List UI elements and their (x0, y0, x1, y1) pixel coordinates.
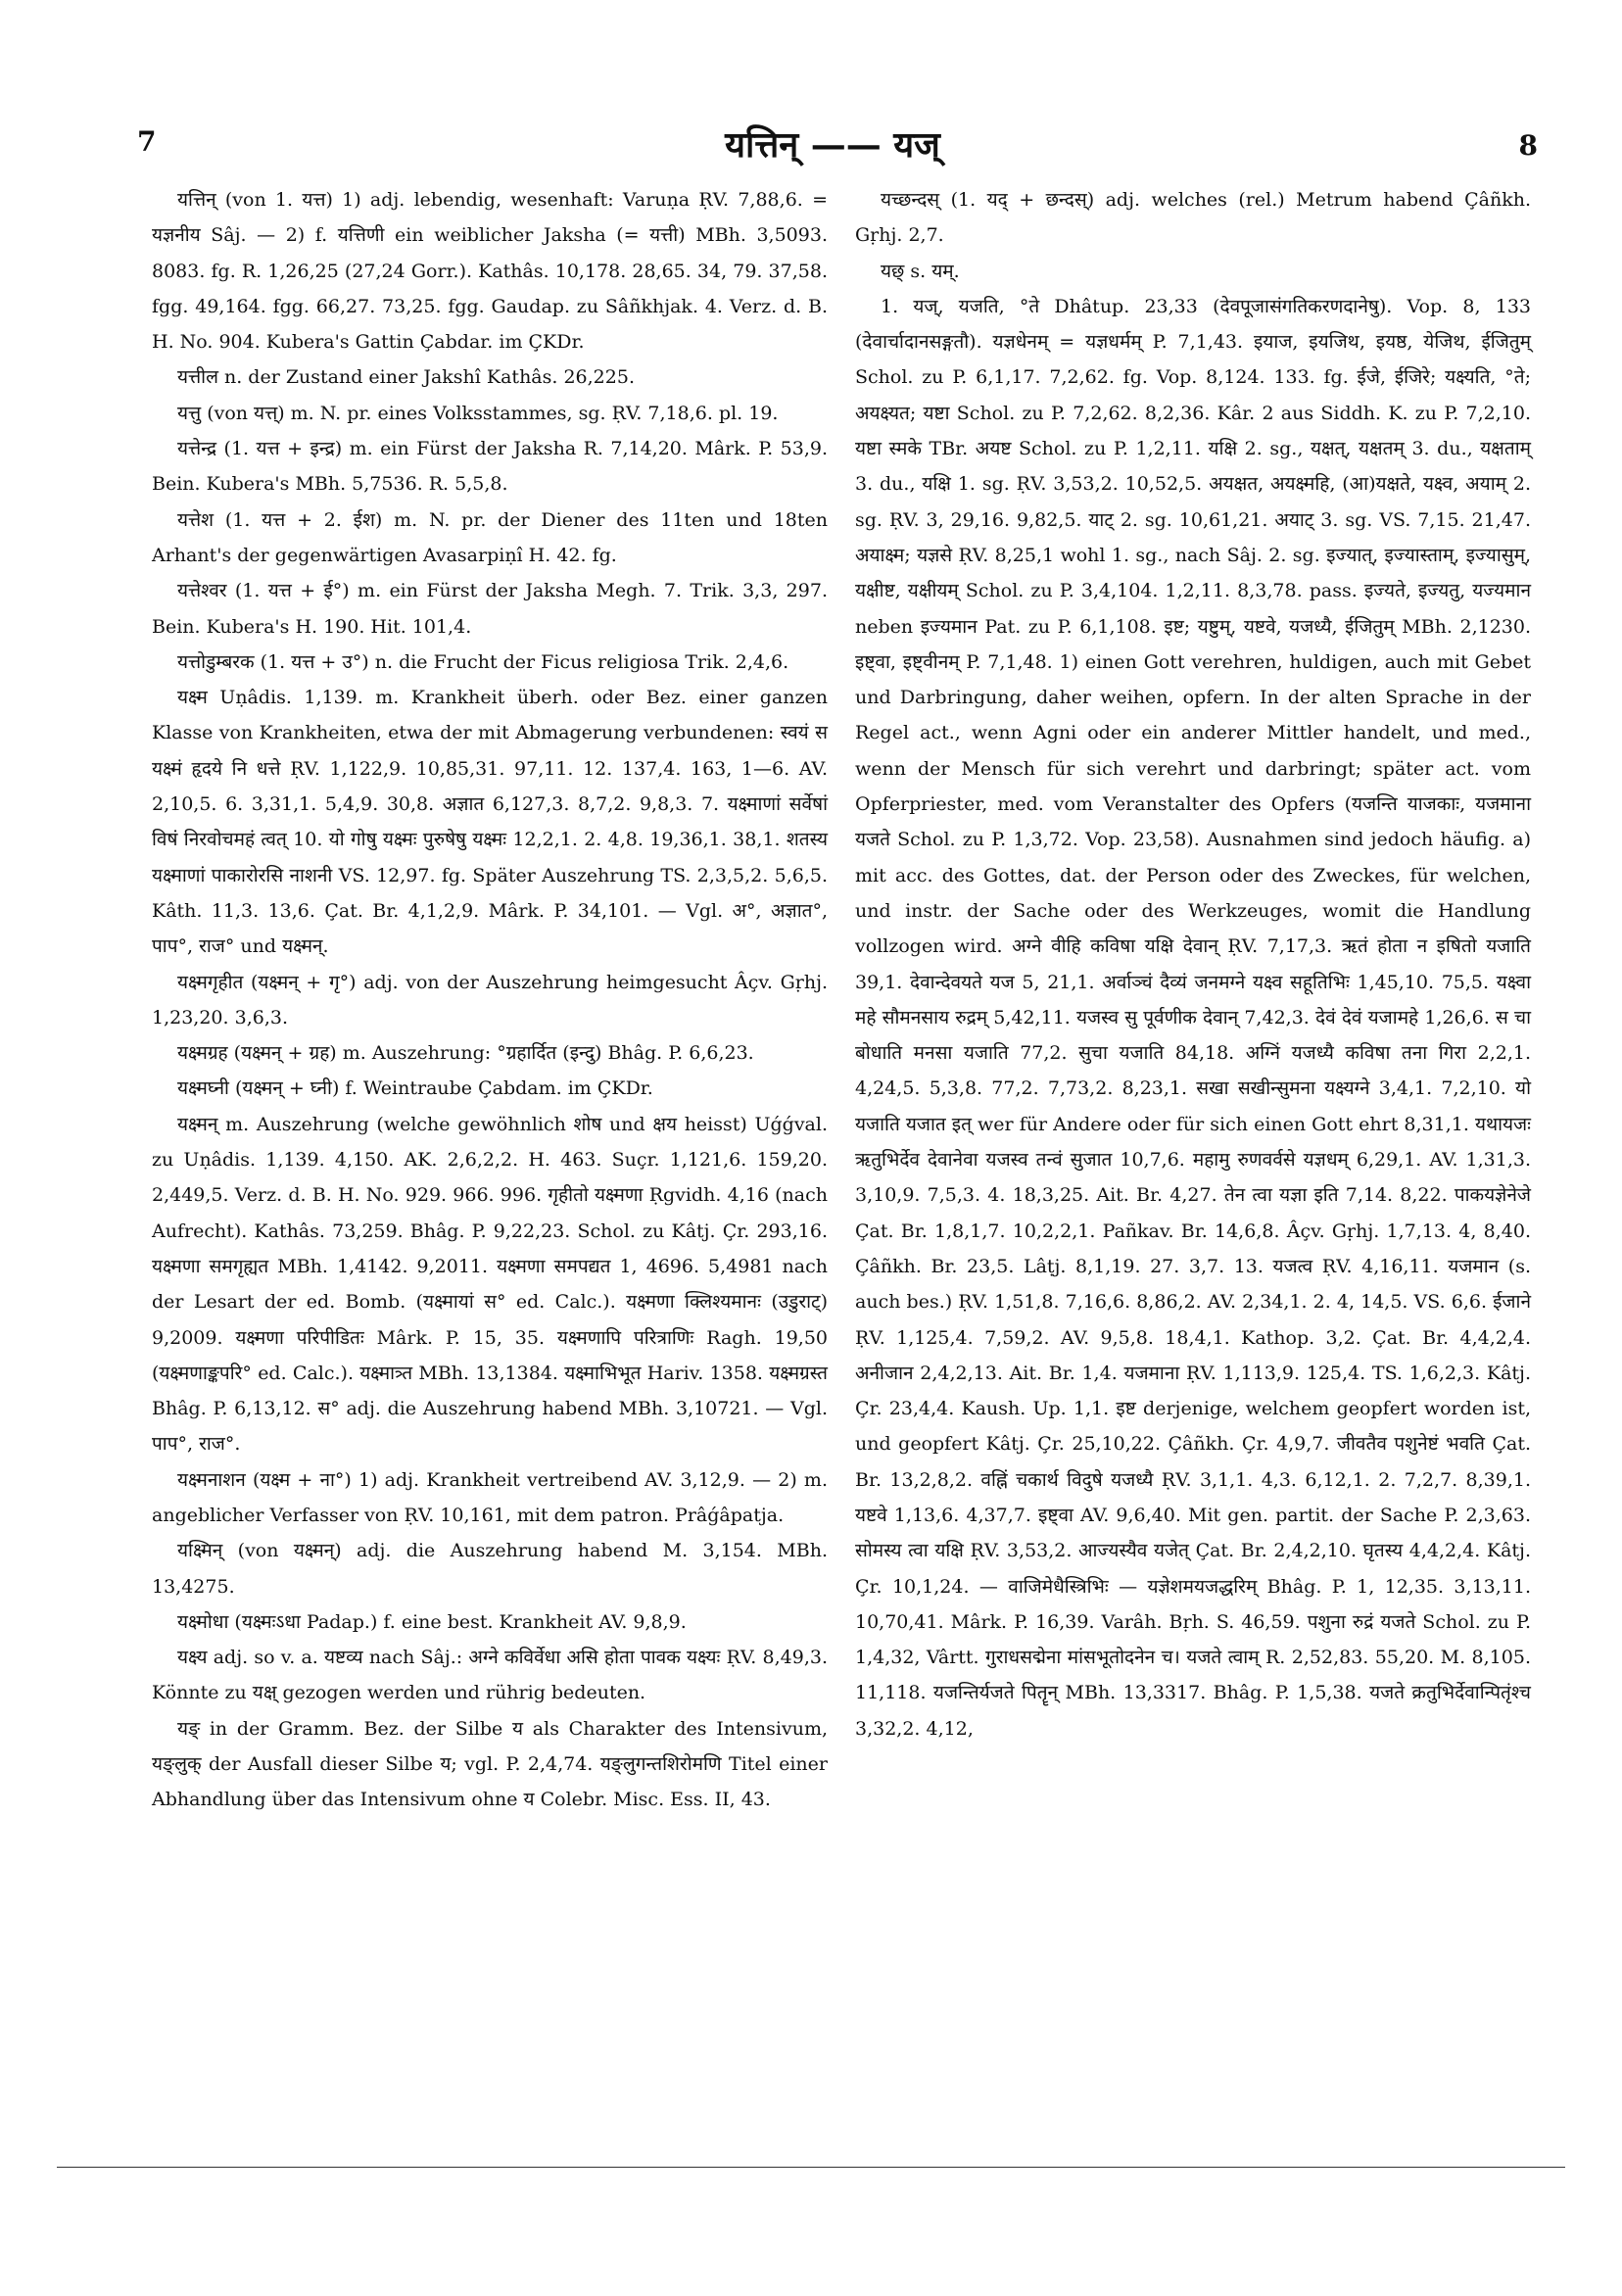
page-number-right: 8 (1518, 129, 1538, 162)
dictionary-entry: यत्तु (von यत्त्) m. N. pr. eines Volksstammes, sg. ṚV. 7,18,6. pl. 19. (177, 402, 779, 424)
right-column (855, 182, 1531, 1746)
dictionary-entry: यत्तिन् (von 1. यत्त) 1) adj. lebendig, wesenhaft: Varuṇa ṚV. 7,88,6. = यज्ञनीय Sâj. — 2) f. यत्तिणी ein weiblicher Jaksha (= यत्ती) MBh. 3,5093. 8083. fg. R. 1,26,25 (27,24 Gorr.). Kathâs. 10,178. 28,65. 34, 79. 37,58. fgg. 49,164. fgg. 66,27. 73,25. fgg. Gaudap. zu Sâñkhjak. 4. Verz. d. B. H. No. 904. Kubera's Gattin Çabdar. im ÇKDr. (152, 189, 828, 354)
dictionary-entry: 1. यज्, यजति, °ते Dhâtup. 23,33 (देवपूजासंगतिकरणदानेषु). Vop. 8, 133 (देवार्चादानसङ्गतौ). यज्ञधेनम् = यज्ञधर्मम् P. 7,1,43. इयाज, इयजिथ, इयष्ठ, येजिथ, ईजितुम् Schol. zu P. 6,1,17. 7,2,62. fg. Vop. 8,124. 133. fg. ईजे, ईजिरे; यक्ष्यति, °ते; अयक्ष्यत; यष्टा Schol. zu P. 7,2,62. 8,2,36. Kâr. 2 aus Siddh. K. zu P. 7,2,10. यष्टा स्मके TBr. अयष्ट Schol. zu P. 1,2,11. यक्षि 2. sg., यक्षत्, यक्षतम् 3. du., यक्षताम् 3. du., यक्षि 1. sg. ṚV. 3,53,2. 10,52,5. अयक्षत, अयक्ष्महि, (आ)यक्षते, यक्ष्व, अयाम् 2. sg. ṚV. 3, 29,16. 9,82,5. याट् 2. sg. 10,61,21. अयाट् 3. sg. VS. 7,15. 21,47. अयाक्ष्म; यज्ञसे ṚV. 8,25,1 wohl 1. sg., nach Sâj. 2. sg. इज्यात्, इज्यास्ताम्, इज्यासुम्, यक्षीष्ट, यक्षीयम् Schol. zu P. 3,4,104. 1,2,11. 8,3,78. pass. इज्यते, इज्यतु, यज्यमान neben इज्यमान Pat. zu P. 6,1,108. इष्ट; यष्टुम्, यष्टवे, यजध्यै, ईजितुम् MBh. 2,1230. इष्ट्वा, इष्ट्वीनम् P. 7,1,48. 1) einen Gott verehren, huldigen, auch mit Gebet und Darbringung, daher weihen, opfern. In der alten Sprache in der Regel act., wenn Agni oder ein anderer Mittler handelt, und med., wenn der Mensch für sich verehrt und darbringt; später act. vom Opferpriester, med. vom Veranstalter des Opfers (यजन्ति याजकाः, यजमाना यजते Schol. zu P. 1,3,72. Vop. 23,58). Ausnahmen sind jedoch häufig. a) mit acc. des Gottes, dat. der Person oder des Zweckes, für welchen, und instr. der Sache oder des Werkzeuges, womit die Handlung vollzogen wird. अग्ने वीहि कविषा यक्षि देवान् ṚV. 7,17,3. ऋतं होता न इषितो यजाति 39,1. देवान्देवयते यज 5, 21,1. अर्वाञ्चं दैव्यं जनमग्ने यक्ष्व सहूतिभिः 1,45,10. 75,5. यक्ष्वा महे सौमनसाय रुद्रम् 5,42,11. यजस्व सु पूर्वणीक देवान् 7,42,3. देवं देवं यजामहे 1,26,6. स चा बोधाति मनसा यजाति 77,2. सुचा यजाति 84,18. अग्निं यजध्यै कविषा तना गिरा 2,2,1. 4,24,5. 5,3,8. 77,2. 7,73,2. 8,23,1. सखा सखीन्सुमना यक्ष्यग्ने 3,4,1. 7,2,10. यो यजाति यजात इत् wer für Andere oder für sich einen Gott ehrt 8,31,1. यथायजः ऋतुभिर्देव देवानेवा यजस्व तन्वं सुजात 10,7,6. महामु रुणवर्वसे यज्ञधम् 6,29,1. AV. 1,31,3. 3,10,9. 7,5,3. 4. 18,3,25. Ait. Br. 4,27. तेन त्वा यज्ञा इति 7,14. 8,22. पाकयज्ञेनेजे Çat. Br. 1,8,1,7. 10,2,2,1. Pañkav. Br. 14,6,8. Âçv. Gṛhj. 1,7,13. 4, 8,40. Çâñkh. Br. 23,5. Lâṭj. 8,1,19. 27. 3,7. 13. यजत्व ṚV. 4,16,11. यजमान (s. auch bes.) ṚV. 1,51,8. 7,16,6. 8,86,2. AV. 2,34,1. 2. 4, 14,5. VS. 6,6. ईजाने ṚV. 1,125,4. 7,59,2. AV. 9,5,8. 18,4,1. Kathop. 3,2. Çat. Br. 4,4,2,4. अनीजान 2,4,2,13. Ait. Br. 1,4. यजमाना ṚV. 1,113,9. 125,4. TS. 1,6,2,3. Kâtj. Çr. 23,4,4. Kaush. Up. 1,1. इष्ट derjenige, welchem geopfert worden ist, und geopfert Kâtj. Çr. 25,10,22. Çâñkh. Çr. 4,9,7. जीवतैव पशुनेष्टं भवति Çat. Br. 13,2,8,2. वह्निं चकार्थ विदुषे यजध्यै ṚV. 3,1,1. 4,3. 6,12,1. 2. 7,2,7. 8,39,1. यष्टवे 1,13,6. 4,37,7. इष्ट्वा AV. 9,6,40. Mit gen. partit. der Sache P. 2,3,63. सोमस्य त्वा यक्षि ṚV. 3,53,2. आज्यस्यैव यजेत् Çat. Br. 2,4,2,10. घृतस्य 4,4,2,4. Kâtj. Çr. 10,1,24. — वाजिमेधैस्त्रिभिः — यज्ञेशमयजद्धरिम् Bhâg. P. 1, 12,35. 3,13,11. 10,70,41. Mârk. P. 16,39. Varâh. Bṛh. S. 46,59. पशुना रुद्रं यजते Schol. zu P. 1,4,32, Vârtt. गुराधसद्मेना मांसभूतोदनेन च। यजते त्वाम् R. 2,52,83. 55,20. M. 8,105. 11,118. यजन्तिर्यजते पितॄन् MBh. 13,3317. Bhâg. P. 1,5,38. यजते क्रतुभिर्देवान्पितृंश्च 3,32,2. 4,12, (855, 295, 1531, 1740)
dictionary-entry: यत्तील n. der Zustand einer Jakshî Kathâs. 26,225. (177, 366, 635, 389)
bottom-rule (57, 2167, 1565, 2168)
dictionary-entry: यङ् in der Gramm. Bez. der Silbe य als Charakter des Intensivum, यङ्लुक् der Ausfall dieser Silbe य; vgl. P. 2,4,74. यङ्लुगन्तशिरोमणि Titel einer Abhandlung über das Intensivum ohne य Colebr. Misc. Ess. II, 43. (152, 1717, 828, 1811)
dictionary-entry: यत्तेश्वर (1. यत्त + ई°) m. ein Fürst der Jaksha Megh. 7. Trik. 3,3, 297. Bein. Kubera's H. 190. Hit. 101,4. (152, 580, 828, 638)
dictionary-entry: यच्छन्दस् (1. यद् + छन्दस्) adj. welches (rel.) Metrum habend Çâñkh. Gṛhj. 2,7. (855, 189, 1531, 247)
dictionary-entry: यक्ष्मिन् (von यक्ष्मन्) adj. die Auszehrung habend M. 3,154. MBh. 13,4275. (152, 1540, 828, 1598)
dictionary-entry: यक्ष्मगृहीत (यक्ष्मन् + गृ°) adj. von der Auszehrung heimgesucht Âçv. Gṛhj. 1,23,20. 3,6,3. (152, 971, 828, 1028)
left-column (152, 182, 828, 1818)
dictionary-entry: यक्ष्य adj. so v. a. यष्टव्य nach Sâj.: अग्ने कविर्वेधा असि होता पावक यक्ष्यः ṚV. 8,49,3. Könnte zu यक्ष् gezogen werden und rührig bedeuten. (152, 1647, 828, 1704)
dictionary-entry: यक्ष्मघ्नी (यक्ष्मन् + घ्नी) f. Weintraube Çabdam. im ÇKDr. (177, 1077, 653, 1100)
dictionary-entry: यक्ष्मोधा (यक्ष्मःऽधा Padap.) f. eine best. Krankheit AV. 9,8,9. (177, 1610, 687, 1633)
dictionary-entry: यक्ष्मग्रह (यक्ष्मन् + ग्रह) m. Auszehrung: °ग्रहार्दित (इन्दु) Bhâg. P. 6,6,23. (177, 1042, 754, 1065)
dictionary-entry: यछ् s. यम्. (881, 260, 960, 282)
dictionary-entry: यत्तोडुम्बरक (1. यत्त + उ°) n. die Frucht der Ficus religiosa Trik. 2,4,6. (177, 650, 789, 673)
running-title: यत्तिन् —— यज् (725, 124, 940, 166)
dictionary-entry: यत्तेश (1. यत्त + 2. ईश) m. N. pr. der Diener des 11ten und 18ten Arhant's der gegenwärtigen Avasarpiṇî H. 42. fg. (152, 508, 828, 566)
page-number-left: 7 (137, 125, 157, 158)
dictionary-entry: यक्ष्म Uṇâdis. 1,139. m. Krankheit überh. oder Bez. einer ganzen Klasse von Krankheiten, etwa der mit Abmagerung verbundenen: स्वयं स यक्ष्मं हृदये नि धत्ते ṚV. 1,122,9. 10,85,31. 97,11. 12. 137,4. 163, 1—6. AV. 2,10,5. 6. 3,31,1. 5,4,9. 30,8. अज्ञात 6,127,3. 8,7,2. 9,8,3. 7. यक्ष्माणां सर्वेषां विषं निरवोचमहं त्वत् 10. यो गोषु यक्ष्मः पुरुषेषु यक्ष्मः 12,2,1. 2. 4,8. 19,36,1. 38,1. शतस्य यक्ष्माणां पाकारोरसि नाशनी VS. 12,97. fg. Später Auszehrung TS. 2,3,5,2. 5,6,5. Kâth. 11,3. 13,6. Çat. Br. 4,1,2,9. Mârk. P. 34,101. — Vgl. अ°, अज्ञात°, पाप°, राज° und यक्ष्मन्. (152, 687, 828, 958)
dictionary-entry: यक्ष्मनाशन (यक्ष्म + ना°) 1) adj. Krankheit vertreibend AV. 3,12,9. — 2) m. angeblicher Verfasser von ṚV. 10,161, mit dem patron. Prâǵâpatja. (152, 1468, 828, 1526)
dictionary-entry: यत्तेन्द्र (1. यत्त + इन्द्र) m. ein Fürst der Jaksha R. 7,14,20. Mârk. P. 53,9. Bein. Kubera's MBh. 5,7536. R. 5,5,8. (152, 438, 828, 496)
page-header (127, 116, 1538, 174)
dictionary-entry: यक्ष्मन् m. Auszehrung (welche gewöhnlich शोष und क्षय heisst) Uǵǵval. zu Uṇâdis. 1,139. 4,150. AK. 2,6,2,2. H. 463. Suçr. 1,121,6. 159,20. 2,449,5. Verz. d. B. H. No. 929. 966. 996. गृहीतो यक्ष्मणा Ṛgvidh. 4,16 (nach Aufrecht). Kathâs. 73,259. Bhâg. P. 9,22,23. Schol. zu Kâtj. Çr. 293,16. यक्ष्मणा समगृह्यत MBh. 1,4142. 9,2011. यक्ष्मणा समपद्यत 1, 4696. 5,4981 nach der Lesart der ed. Bomb. (यक्ष्मायां स° ed. Calc.). यक्ष्मणा क्लिश्यमानः (उडुराट्) 9,2009. यक्ष्मणा परिपीडितः Mârk. P. 15, 35. यक्ष्मणापि परित्राणिः Ragh. 19,50 (यक्ष्मणाङ्कपरि° ed. Calc.). यक्ष्मात्र्त MBh. 13,1384. यक्ष्माभिभूत Hariv. 1358. यक्ष्मग्रस्त Bhâg. P. 6,13,12. स° adj. die Auszehrung habend MBh. 3,10721. — Vgl. पाप°, राज°. (152, 1113, 828, 1456)
